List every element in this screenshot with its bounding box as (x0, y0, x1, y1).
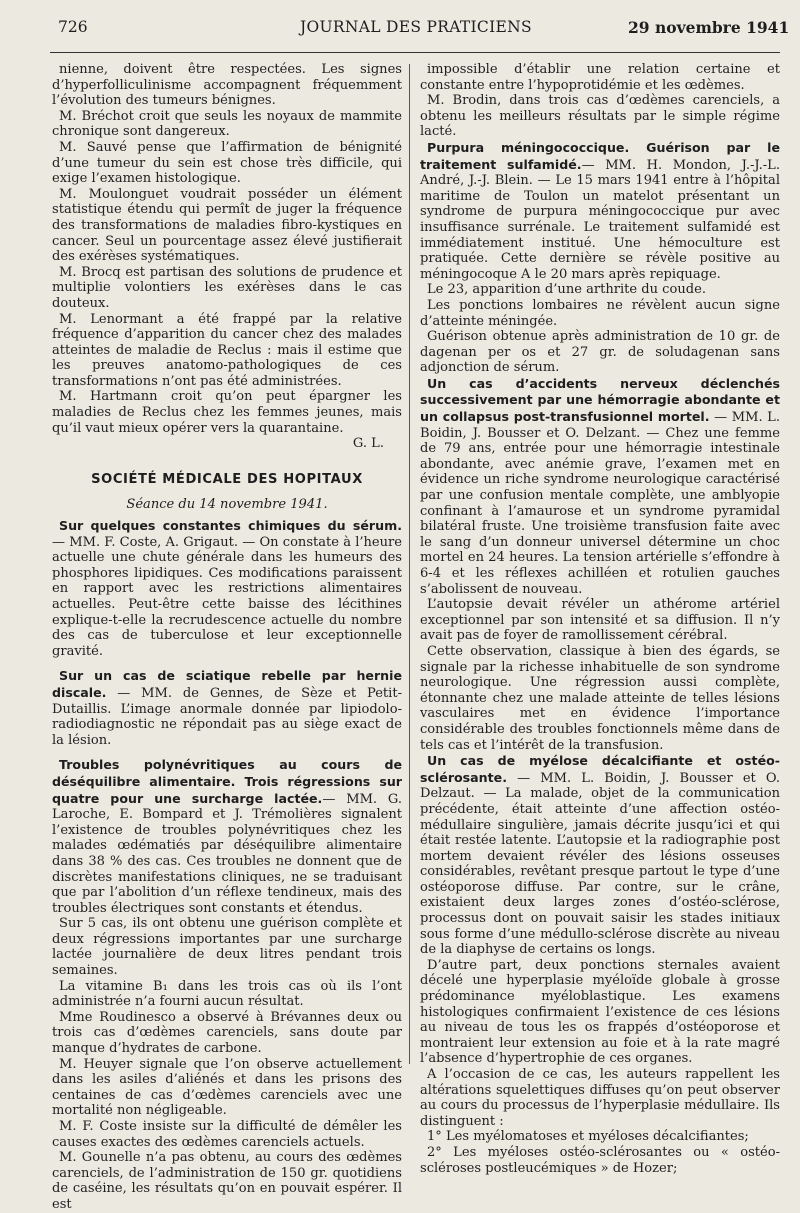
paragraph: impossible d’établir une relation certaine et constante entre l’hypoprotidémie et les œdèmes. (420, 62, 780, 93)
section-title: Purpura méningococcique. Guérison par le traitement sulfamidé. (420, 139, 780, 172)
paragraph: M. F. Coste insiste sur la difficulté de démêler les causes exactes des œdèmes carenciels actuels. (52, 1119, 402, 1150)
section-text: — MM. L. Boidin, J. Bousser et O. Delzaut. — La malade, objet de la communication précédente, était atteinte d’une affection ostéo-médullaire singulière, jamais décrite jusqu’ici et qui était restée latente. L’autopsie et la radiographie post mortem devaient révéler des lésions osseuses considérables, revêtant presque partout le type d’une ostéoporose diffuse. Par contre, sur le crâne, existaient deux larges zones d’ostéo-sclérose, processus dont on pouvait saisir les stades initiaux sous forme d’une médullo-sclérose discrète au niveau de la diaphyse de certains os longs. (420, 770, 780, 958)
paragraph: Sur 5 cas, ils ont obtenu une guérison complète et deux régressions importantes par une surcharge lactée journalière de deux litres pendant trois semaines. (52, 916, 402, 979)
section-title: Sur quelques constantes chimiques du sérum. (59, 518, 402, 534)
section-text: — MM. G. Laroche, E. Bompard et J. Trémolières signalent l’existence de troubles polynévritiques chez les malades œdématiés par déséquilibre alimentaire dans 38 % des cas. Ces troubles ne donnent que de discrètes manifestations cliniques, ne se traduisant que par l’abolition d’un réflexe tendineux, mais des troubles électriques sont constants et étendus. (52, 791, 402, 916)
paragraph: L’autopsie devait révéler un athérome artériel exceptionnel par son intensité et sa diffusion. Il n’y avait pas de foyer de ramollissement cérébral. (420, 597, 780, 644)
list-item: 1° Les myélomatoses et myéloses décalcifiantes; (427, 1129, 749, 1145)
paragraph: Guérison obtenue après administration de 10 gr. de dagenan per os et 27 gr. de soludagenan sans adjonction de sérum. (420, 329, 780, 376)
paragraph: La vitamine B₁ dans les trois cas où ils l’ont administrée n’a fourni aucun résultat. (52, 978, 402, 1010)
section-text: — MM. L. Boidin, J. Bousser et O. Delzant. — Chez une femme de 79 ans, entrée pour une hémorragie intestinale abondante, avec anémie grave, l’examen met en évidence un riche syndrome neurologique caractérisé par une confusion mentale complète, une amblyopie confinant à l’amaurose et un syndrome pyramidal bilatéral fruste. Une troisième transfusion faite avec le sang d’un donneur universel détermine un choc mortel en 24 heures. La tension artérielle s’effondre à 6-4 et les réflexes achilléen et rotulien gauches s’abolissent de nouveau. (420, 410, 780, 597)
paragraph: A l’occasion de ce cas, les auteurs rappellent les altérations squelettiques diffuses qu’on peut observer au cours du processus de l’hyperplasie médullaire. Ils distinguent : (420, 1067, 780, 1129)
section-accidents-nerveux (420, 376, 780, 597)
paragraph: Les ponctions lombaires ne révèlent aucun signe d’atteinte méningée. (420, 297, 780, 329)
paragraph: Cette observation, classique à bien des égards, se signale par la richesse inhabituelle de son syndrome neurologique. Une régression aussi complète, étonnante chez une malade atteinte de telles lésions vasculaires met en évidence l’importance considérable des troubles fonctionnels même dans de tels cas et l’intérêt de la transfusion. (420, 643, 780, 753)
header-rule (50, 52, 780, 53)
paragraph: Le 23, apparition d’une arthrite du coude. (427, 282, 706, 298)
section-title: Troubles polynévritiques au cours de déséquilibre alimentaire. Trois régressions sur quatre pour une surcharge lactée. (52, 757, 402, 806)
page-header (0, 0, 800, 52)
paragraph: Mme Roudinesco a observé à Brévannes deux ou trois cas d’œdèmes carenciels, sans doute par manque d’hydrates de carbone. (52, 1009, 402, 1057)
paragraph: M. Sauvé pense que l’affirmation de bénignité d’une tumeur du sein est chose très difficile, qui exige l’examen histologique. (52, 139, 402, 187)
paragraph: M. Hartmann croit qu’on peut épargner les maladies de Reclus chez les femmes jeunes, mais qu’il vaut mieux opérer vers la quarantaine. (52, 389, 402, 436)
paragraph: M. Brodin, dans trois cas d’œdèmes carenciels, a obtenu les meilleurs résultats par le simple régime lacté. (420, 93, 780, 140)
section-title: Un cas de myélose décalcifiante et ostéo-sclérosante. (420, 753, 780, 785)
paragraph: M. Gounelle n’a pas obtenu, au cours des œdèmes carenciels, de l’administration de 150 gr. quotidiens de caséine, les résultats qu’on en pouvait espérer. Il est (52, 1150, 402, 1212)
section-sciatique (52, 668, 402, 748)
list-item: 2° Les myéloses ostéo-sclérosantes ou « ostéo-scléroses postleucémiques » de Hozer; (420, 1144, 780, 1176)
column-divider (409, 64, 410, 1064)
paragraph: M. Moulonguet voudrait posséder un élément statistique étendu qui permît de juger la fréquence des transformations de maladies fibro-kystiques en cancer. Seul un pourcentage assez élevé justifierait des exérèses systématiques. (52, 186, 402, 265)
page-number: 726 (58, 18, 88, 36)
section-serum (52, 518, 402, 659)
section-myelose (420, 753, 780, 958)
journal-title: JOURNAL DES PRATICIENS (300, 18, 532, 36)
left-column (52, 62, 402, 1213)
paragraph: D’autre part, deux ponctions sternales avaient décelé une hyperplasie myéloïde globale à grosse prédominance myéloblastique. Les examens histologiques confirmaient l’existence de ces lésions au niveau de tous les os frappés d’ostéoporose et montraient leur extension au foie et à la rate magré l’absence d’hypertrophie de ces organes. (420, 957, 780, 1067)
section-text: — MM. F. Coste, A. Grigaut. — On constate à l’heure actuelle une chute générale dans les humeurs des phosphores lipidiques. Ces modifications paraissent en rapport avec les restrictions alimentaires actuelles. Peut-être cette baisse des lécithines explique-t-elle la recrudescence actuelle du nombre des cas de tuberculose et leur exceptionnelle gravité. (52, 534, 402, 659)
section-purpura (420, 140, 780, 282)
issue-date: 29 novembre 1941 (628, 18, 790, 37)
society-heading: SOCIÉTÉ MÉDICALE DES HOPITAUX (91, 471, 363, 487)
right-column (420, 62, 780, 1176)
paragraph: M. Heuyer signale que l’on observe actuellement dans les asiles d’aliénés et dans les prisons des centaines de cas d’œdèmes carenciels avec une mortalité non négligeable. (52, 1056, 402, 1119)
author-signature: G. L. (352, 436, 384, 452)
section-polynevritiques (52, 757, 402, 916)
section-title: Sur un cas de sciatique rebelle par hernie discale. (52, 668, 402, 700)
section-title: Un cas d’accidents nerveux déclenchés successivement par une hémorragie abondante et un collapsus post-transfusionnel mortel. (420, 375, 780, 425)
paragraph: M. Bréchot croit que seuls les noyaux de mammite chronique sont dangereux. (52, 108, 402, 140)
section-text: — MM. H. Mondon, J.-J.-L. André, J.-J. Blein. — Le 15 mars 1941 entre à l’hôpital maritime de Toulon un matelot présentant un syndrome de purpura méningococcique pur avec insuffisance surrénale. Le traitement sulfamidé est immédiatement institué. Une hémoculture est pratiquée. Cette dernière se révèle positive au méningocoque A le 20 mars après repiquage. (420, 157, 780, 282)
paragraph: M. Brocq est partisan des solutions de prudence et multiplie volontiers les exérèses dans le cas douteux. (52, 264, 402, 311)
paragraph: nienne, doivent être respectées. Les signes d’hyperfolliculinisme accompagnent fréquemment l’évolution des tumeurs bénignes. (52, 62, 402, 109)
paragraph: M. Lenormant a été frappé par la relative fréquence d’apparition du cancer chez des malades atteintes de maladie de Reclus : mais il estime que les preuves anatomo-pathologiques de ces transformations n’ont pas été administrées. (52, 311, 402, 389)
section-text: — MM. de Gennes, de Sèze et Petit-Dutaillis. L’image anormale donnée par lipiodolo-radiodiagnostic ne répondait pas au siège exact de la lésion. (52, 685, 402, 748)
session-date: Séance du 14 novembre 1941. (126, 497, 328, 513)
